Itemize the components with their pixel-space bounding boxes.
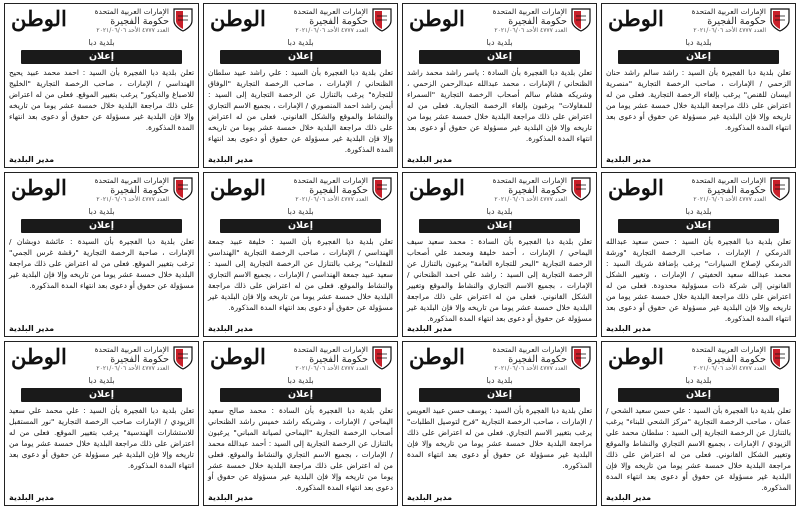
government-name: حكومة الفجيرة [707,354,766,365]
municipality-name: بلدية دبا [287,207,314,216]
newspaper-logo: الوطن [11,175,67,200]
issue-meta: العدد ٤٧٧٧ الأحد ٢٠٢١/٠٦/٠٦ [494,196,567,203]
issue-meta: العدد ٤٧٧٧ الأحد ٢٠٢١/٠٦/٠٦ [494,365,567,372]
notice-label: إعلان [419,50,580,64]
newspaper-logo: الوطن [210,6,266,31]
fujairah-emblem-icon [172,176,194,202]
fujairah-emblem-icon [371,345,393,371]
fujairah-emblem-icon [172,345,194,371]
header-info [465,7,570,35]
government-name: حكومة الفجيرة [110,185,169,196]
issue-meta: العدد ٤٧٧٧ الأحد ٢٠٢١/٠٦/٠٦ [693,196,766,203]
header-info [664,345,769,373]
notice-body: تعلن بلدية دبا الفجيرة بأن السيد : راشد سالم راشد حنان الزحمي / الإمارات ، صاحب الرخصة التجارية "منصرية ابيسان للقنص" يرغب بإلغاء الرخصة التجارية. فعلى من له اعتراض على ذلك مراجعة البلدية خلال خمسة عشر يوما من تاريخه وإلا فإن البلدية غير مسؤولة عن حقوق أو دعوى بعد انتهاء المدة المذكورة. [606,68,791,132]
government-name: حكومة الفجيرة [309,16,368,27]
notice-card-3 [203,3,398,168]
header-info [465,345,570,373]
country-name: الإمارات العربية المتحدة [492,345,567,354]
government-name: حكومة الفجيرة [508,185,567,196]
notice-label: إعلان [618,388,779,402]
municipality-name: بلدية دبا [287,376,314,385]
fujairah-emblem-icon [769,176,791,202]
masthead [208,7,393,37]
municipality-name: بلدية دبا [486,376,513,385]
header-info [465,176,570,204]
masthead [208,345,393,375]
masthead [208,176,393,206]
issue-meta: العدد ٤٧٧٧ الأحد ٢٠٢١/٠٦/٠٦ [96,365,169,372]
country-name: الإمارات العربية المتحدة [492,176,567,185]
fujairah-emblem-icon [769,345,791,371]
notice-card-6 [402,172,597,337]
government-name: حكومة الفجيرة [110,16,169,27]
masthead [9,7,194,37]
municipality-name: بلدية دبا [486,38,513,47]
signature: مدير البلدية [606,493,652,502]
notice-label: إعلان [419,388,580,402]
notice-body: تعلن بلدية دبا الفجيرة بأن السادة : ياسر راشد محمد راشد الظنحاني / الإمارات ، محمد عبدالله عبدالرحمن الزحمي ، وشريكه هشام سالم أصحاب الرخصة التجارية "السمراء للمقاولات" يرغبون بإلغاء الرخصة التجارية. فعلى من له اعتراض على ذلك مراجعة البلدية خلال خمسة عشر يوما من تاريخه وإلا فإن البلدية غير مسؤولة عن حقوق أو دعوى بعد انتهاء المدة المذكورة. [407,68,592,143]
notice-card-4 [4,3,199,168]
government-name: حكومة الفجيرة [707,185,766,196]
municipality-name: بلدية دبا [685,376,712,385]
issue-meta: العدد ٤٧٧٧ الأحد ٢٠٢١/٠٦/٠٦ [96,27,169,34]
newspaper-logo: الوطن [409,6,465,31]
masthead [9,345,194,375]
signature: مدير البلدية [9,324,55,333]
signature: مدير البلدية [9,493,55,502]
notice-label: إعلان [618,219,779,233]
signature: مدير البلدية [407,324,453,333]
municipality-name: بلدية دبا [685,207,712,216]
issue-meta: العدد ٤٧٧٧ الأحد ٢٠٢١/٠٦/٠٦ [693,365,766,372]
country-name: الإمارات العربية المتحدة [293,345,368,354]
issue-meta: العدد ٤٧٧٧ الأحد ٢٠٢١/٠٦/٠٦ [494,27,567,34]
masthead [606,7,791,37]
municipality-name: بلدية دبا [287,38,314,47]
government-name: حكومة الفجيرة [309,354,368,365]
newspaper-logo: الوطن [608,175,664,200]
notice-label: إعلان [220,219,381,233]
municipality-name: بلدية دبا [88,207,115,216]
notice-grid [4,3,796,502]
newspaper-logo: الوطن [409,175,465,200]
notice-body: تعلن بلدية دبا الفجيرة بأن السيد : علي حسن سعيد الشحي / عمان ، صاحب الرخصة التجارية "مركز الشحي للبناء" يرغب بالتنازل عن الرخصة التجارية إلى السيد : سلطان محمد علي الزيودي / الإمارات ، بجميع الاسم التجاري والنشاط والموقع وتغيير الشكل القانوني. فعلى من له اعتراض على ذلك مراجعة البلدية خلال خمسة عشر يوما من تاريخه وإلا فإن البلدية غير مسؤولة عن حقوق أو دعوى بعد انتهاء المدة المذكورة. [606,406,791,492]
notice-label: إعلان [419,219,580,233]
masthead [9,176,194,206]
signature: مدير البلدية [208,324,254,333]
signature: مدير البلدية [208,493,254,502]
signature: مدير البلدية [606,324,652,333]
government-name: حكومة الفجيرة [110,354,169,365]
header-info [67,176,172,204]
newspaper-logo: الوطن [409,344,465,369]
masthead [606,345,791,375]
notice-body: تعلن بلدية دبا الفجيرة بأن السيد : علي محمد علي سعيد الزيودي / الإمارات صاحب الرخصة التجارية "نور المستقبل للاستشارات الهندسية" يرغب بتغيير الموقع. فعلى من له اعتراض على ذلك مراجعة البلدية خلال خمسة عشر يوما من تاريخه وإلا فإن البلدية غير مسؤولة عن حقوق أو دعوى بعد انتهاء المدة المذكورة. [9,406,194,470]
issue-meta: العدد ٤٧٧٧ الأحد ٢٠٢١/٠٦/٠٦ [96,196,169,203]
municipality-name: بلدية دبا [88,38,115,47]
newspaper-logo: الوطن [210,344,266,369]
masthead [407,345,592,375]
header-info [67,7,172,35]
notice-body: تعلن بلدية دبا الفجيرة بأن السيد : يوسف حسن عبيد العويس / الإمارات ، صاحب الرخصة التجارية "فرح لتوصيل الطلبات" يرغب بتغيير الاسم التجاري. فعلى من له اعتراض على ذلك مراجعة البلدية خلال خمسة عشر يوما من تاريخه وإلا فإن البلدية غير مسؤولة عن حقوق أو دعوى بعد انتهاء المدة المذكورة. [407,406,592,470]
notice-body: تعلن بلدية دبا الفجيرة بأن السيدة : عائشة دوبشان / الإمارات ، صاحبة الرخصة التجارية "رقشة غرس الجمي" ترغب بتغيير الموقع. فعلى من له اعتراض على ذلك مراجعة البلدية خلال خمسة عشر يوما من تاريخه وإلا فإن البلدية غير مسؤولة عن حقوق أو دعوى بعد انتهاء المدة المذكورة. [9,237,194,290]
notice-label: إعلان [21,50,182,64]
notice-card-11 [203,341,398,506]
notice-card-2 [402,3,597,168]
government-name: حكومة الفجيرة [508,354,567,365]
country-name: الإمارات العربية المتحدة [691,345,766,354]
country-name: الإمارات العربية المتحدة [293,7,368,16]
newspaper-logo: الوطن [210,175,266,200]
masthead [407,7,592,37]
notice-body: تعلن بلدية دبا الفجيرة بأن السيد : حسن سعيد عبدالله الدرمكي / الإمارات ، صاحب الرخصة التجارية "ورشة الدرمكي لإصلاح السيارات" يرغب بإضافة شريك السيد : محمد عبدالله سعيد الحفيتي / الإمارات ، وتغيير الشكل القانوني إلى شركة ذات مسؤولية محدودة. فعلى من له اعتراض على ذلك مراجعة البلدية خلال خمسة عشر يوما من تاريخه وإلا فإن البلدية غير مسؤولة عن حقوق أو دعوى بعد انتهاء المدة المذكورة. [606,237,791,323]
issue-meta: العدد ٤٧٧٧ الأحد ٢٠٢١/٠٦/٠٦ [693,27,766,34]
header-info [266,176,371,204]
country-name: الإمارات العربية المتحدة [691,7,766,16]
fujairah-emblem-icon [371,176,393,202]
header-info [664,176,769,204]
fujairah-emblem-icon [172,7,194,33]
newspaper-logo: الوطن [608,344,664,369]
notice-label: إعلان [21,219,182,233]
notice-card-10 [402,341,597,506]
newspaper-logo: الوطن [11,6,67,31]
header-info [664,7,769,35]
notice-card-9 [601,341,796,506]
notice-label: إعلان [618,50,779,64]
notice-label: إعلان [220,50,381,64]
fujairah-emblem-icon [371,7,393,33]
notice-card-1 [601,3,796,168]
newspaper-logo: الوطن [608,6,664,31]
issue-meta: العدد ٤٧٧٧ الأحد ٢٠٢١/٠٦/٠٦ [295,365,368,372]
country-name: الإمارات العربية المتحدة [691,176,766,185]
signature: مدير البلدية [208,155,254,164]
municipality-name: بلدية دبا [88,376,115,385]
municipality-name: بلدية دبا [685,38,712,47]
signature: مدير البلدية [9,155,55,164]
fujairah-emblem-icon [769,7,791,33]
newspaper-logo: الوطن [11,344,67,369]
notice-body: تعلن بلدية دبا الفجيرة بأن السادة : محمد صالح سعيد اليماحي / الإمارات ، وشريكه راشد خميس راشد الظنحاني أصحاب الرخصة التجارية "اليماحي لصيانة المباني" يرغبون بالتنازل عن الرخصة التجارية إلى السيد : أحمد عبدالله محمد / الإمارات ، بجميع الاسم التجاري والنشاط والموقع. فعلى من له اعتراض على ذلك مراجعة البلدية خلال خمسة عشر يوما من تاريخه وإلا فإن البلدية غير مسؤولة عن حقوق أو دعوى بعد انتهاء المدة المذكورة. [208,406,393,492]
signature: مدير البلدية [606,155,652,164]
government-name: حكومة الفجيرة [309,185,368,196]
government-name: حكومة الفجيرة [508,16,567,27]
fujairah-emblem-icon [570,7,592,33]
country-name: الإمارات العربية المتحدة [492,7,567,16]
notice-body: تعلن بلدية دبا الفجيرة بأن السيد : علي راشد عبيد سلطان الظنحاني / الإمارات ، صاحب الرخصة التجارية "الوفاق للتجارة" يرغب بالتنازل عن الرخصة التجارية إلى السيد : أيمن راشد احمد المنصوري / الإمارات ، بجميع الاسم التجاري والنشاط والموقع والشكل القانوني. فعلى من له اعتراض على ذلك مراجعة البلدية خلال خمسة عشر يوما من تاريخه وإلا فإن البلدية غير مسؤولة عن حقوق أو دعوى بعد انتهاء المدة المذكورة. [208,68,393,154]
signature: مدير البلدية [407,493,453,502]
country-name: الإمارات العربية المتحدة [94,176,169,185]
fujairah-emblem-icon [570,345,592,371]
issue-meta: العدد ٤٧٧٧ الأحد ٢٠٢١/٠٦/٠٦ [295,196,368,203]
notice-card-8 [4,172,199,337]
notice-body: تعلن بلدية دبا الفجيرة بأن السيد : احمد محمد عبيد يحيح الهنداسي / الإمارات ، صاحب الرخصة التجارية "الخليج للاصباغ والديكور" يرغب بتغيير الموقع. فعلى من له اعتراض على ذلك مراجعة البلدية خلال خمسة عشر يوما من تاريخه وإلا فإن البلدية غير مسؤولة عن حقوق أو دعوى بعد انتهاء المدة المذكورة. [9,68,194,132]
notice-card-12 [4,341,199,506]
country-name: الإمارات العربية المتحدة [94,345,169,354]
country-name: الإمارات العربية المتحدة [293,176,368,185]
masthead [407,176,592,206]
header-info [266,345,371,373]
header-info [67,345,172,373]
notice-card-5 [601,172,796,337]
masthead [606,176,791,206]
notice-label: إعلان [21,388,182,402]
notice-label: إعلان [220,388,381,402]
government-name: حكومة الفجيرة [707,16,766,27]
country-name: الإمارات العربية المتحدة [94,7,169,16]
notice-body: تعلن بلدية دبا الفجيرة بأن السيد : خليفة عبيد جمعة الهنداسي / الإمارات ، صاحب الرخصة التجارية "الهنداسي للنقليات" يرغب بالتنازل عن الرخصة التجارية إلى السيد : سعيد عبيد جمعة الهنداسي / الإمارات ، بجميع الاسم التجاري والنشاط والموقع. فعلى من له اعتراض على ذلك مراجعة البلدية خلال خمسة عشر يوما من تاريخه وإلا فإن البلدية غير مسؤولة عن حقوق أو دعوى بعد انتهاء المدة المذكورة. [208,237,393,312]
municipality-name: بلدية دبا [486,207,513,216]
header-info [266,7,371,35]
notice-body: تعلن بلدية دبا الفجيرة بأن السادة : محمد سعيد سيف اليماحي / الإمارات ، أحمد خليفة ومحمد علي أصحاب الرخصة التجارية "البحر للتجارة العامة" يرغبون بالتنازل عن الرخصة التجارية إلى السيد : راشد علي احمد الظنحاني / الإمارات ، بجميع الاسم التجاري والنشاط والموقع وتغيير الشكل القانوني. فعلى من له اعتراض على ذلك مراجعة البلدية خلال خمسة عشر يوما من تاريخه وإلا فإن البلدية غير مسؤولة عن حقوق أو دعوى بعد انتهاء المدة المذكورة. [407,237,592,323]
notice-card-7 [203,172,398,337]
issue-meta: العدد ٤٧٧٧ الأحد ٢٠٢١/٠٦/٠٦ [295,27,368,34]
signature: مدير البلدية [407,155,453,164]
fujairah-emblem-icon [570,176,592,202]
